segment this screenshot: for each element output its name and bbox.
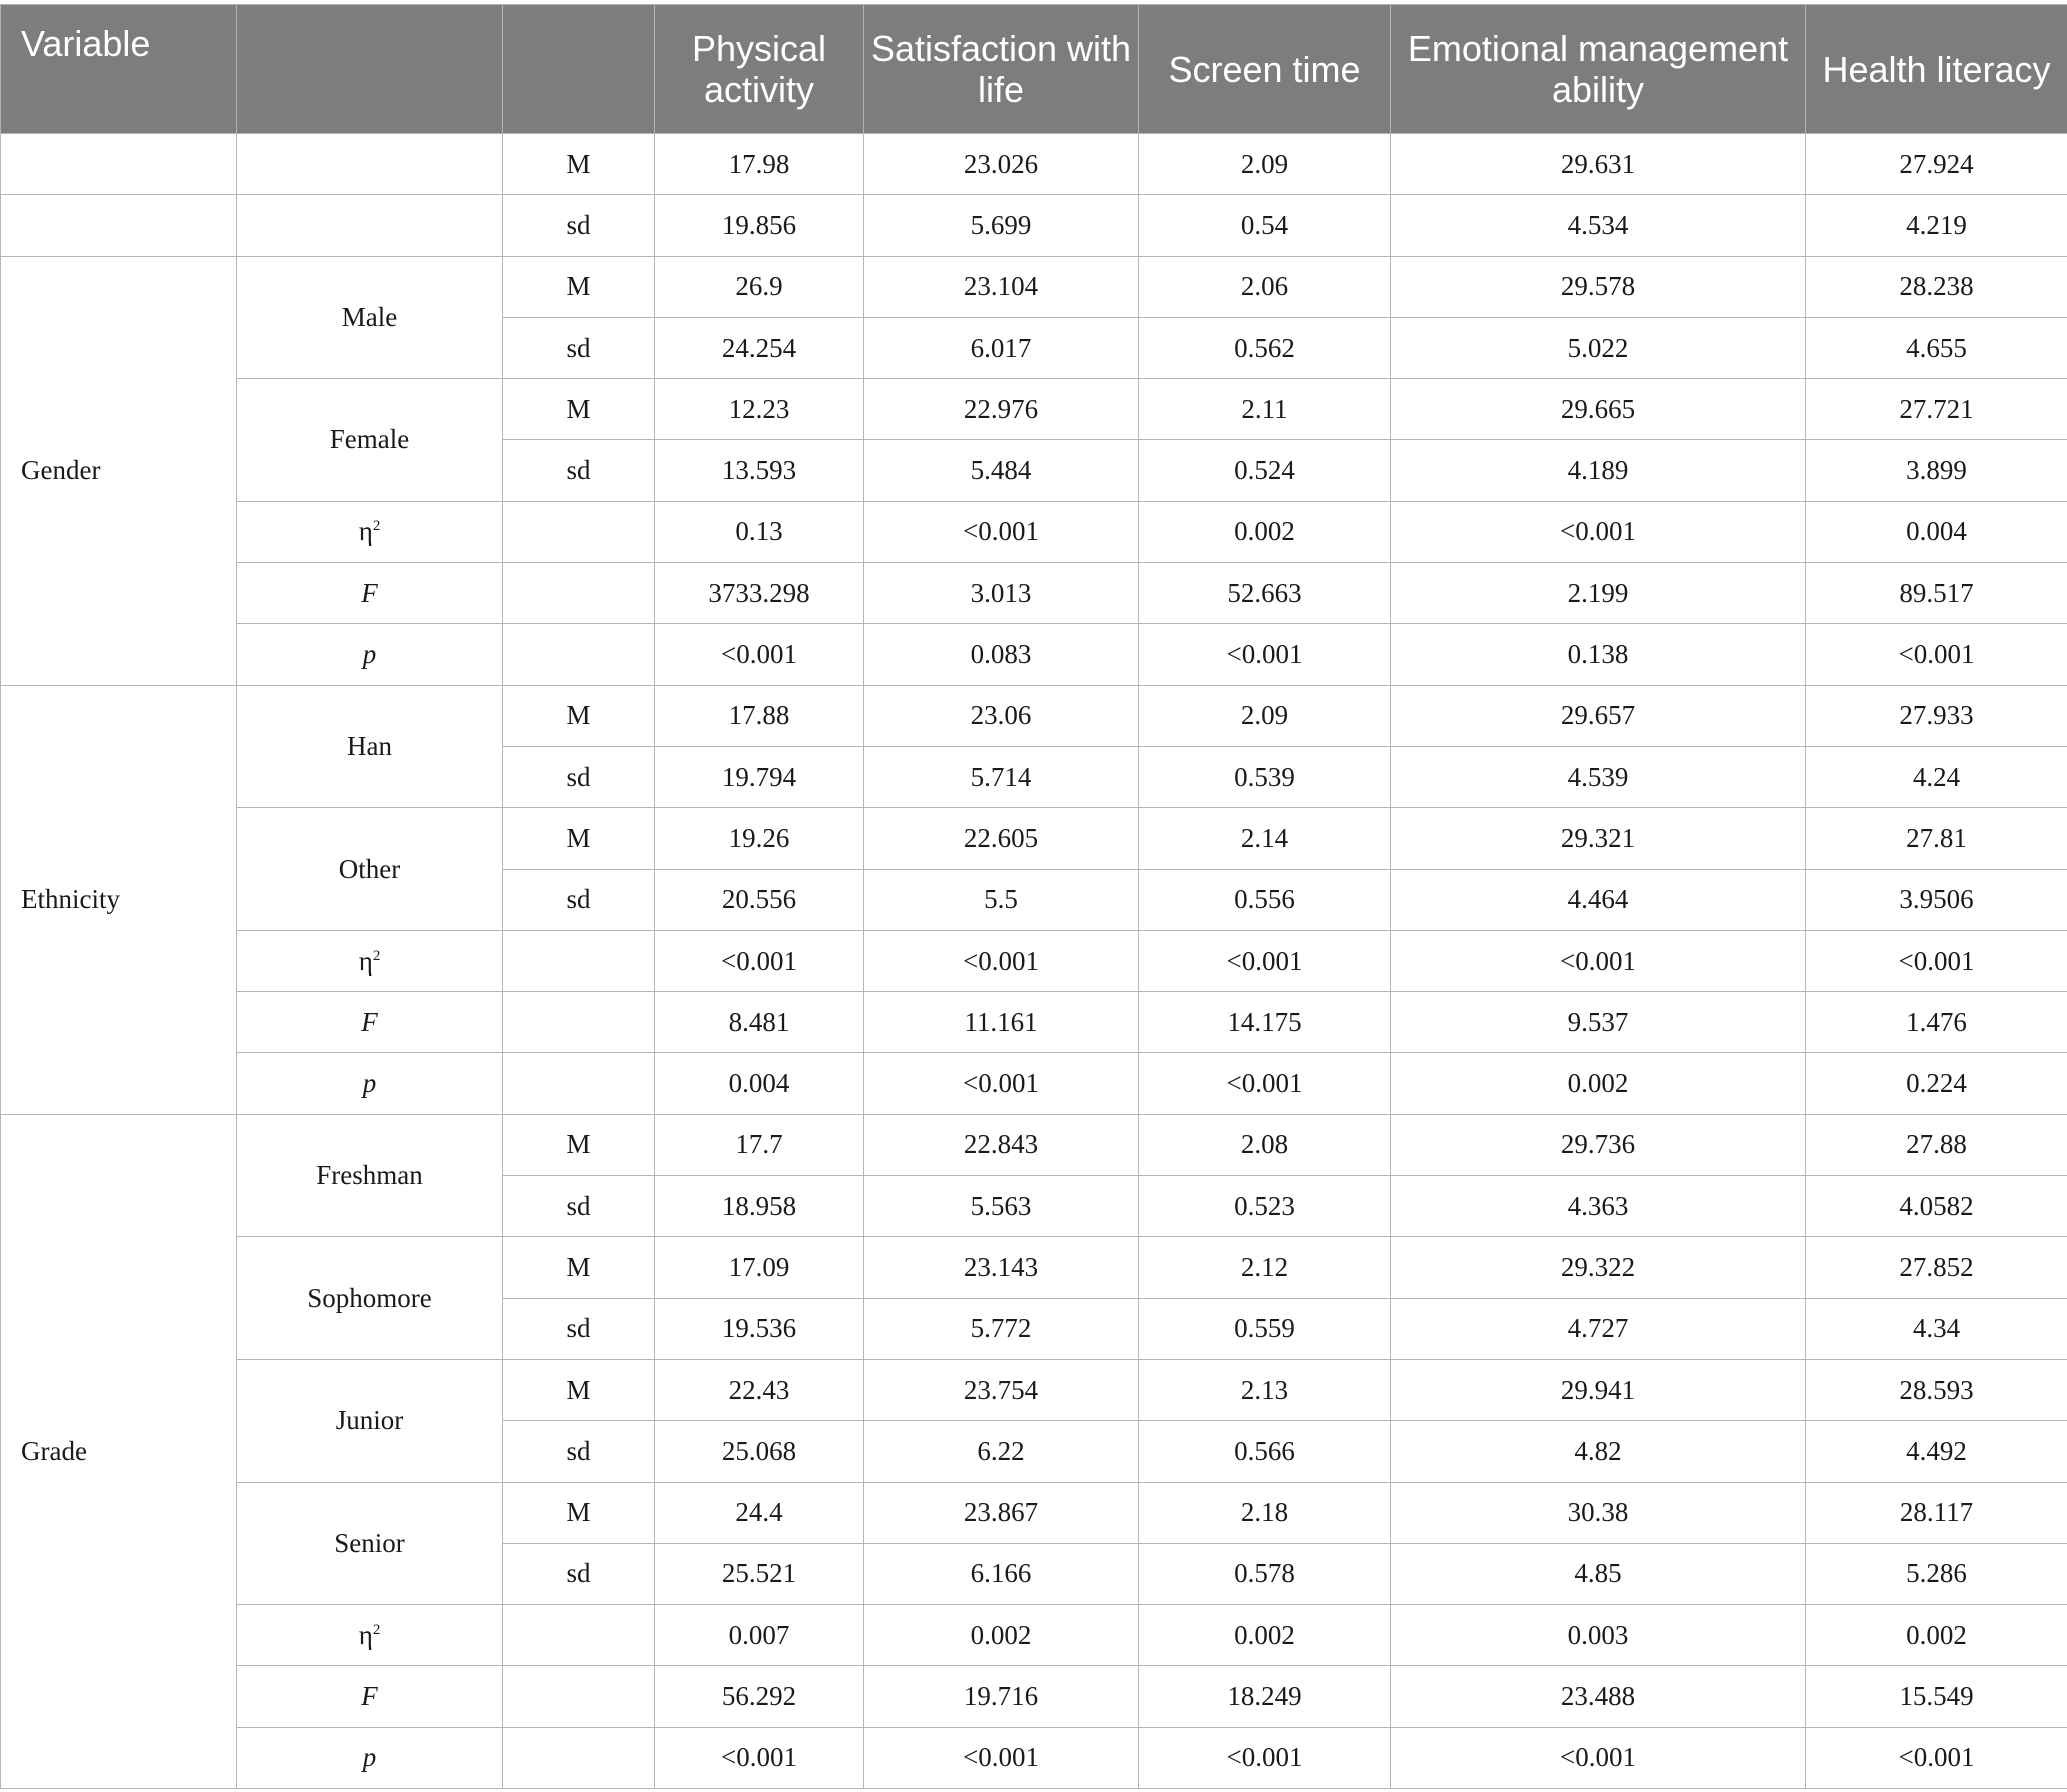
value-cell: 23.143 <box>864 1237 1139 1298</box>
stat-label: sd <box>503 195 655 256</box>
value-cell: <0.001 <box>864 1727 1139 1788</box>
value-cell: <0.001 <box>1391 930 1806 991</box>
value-cell: 25.521 <box>655 1543 864 1604</box>
value-cell: 2.199 <box>1391 563 1806 624</box>
stat-label: sd <box>503 317 655 378</box>
header-blank-2 <box>503 5 655 134</box>
value-cell: 28.593 <box>1806 1359 2067 1420</box>
table-row <box>1 256 2067 317</box>
p-value-row <box>1 624 2067 685</box>
value-cell: 29.322 <box>1391 1237 1806 1298</box>
value-cell: 5.563 <box>864 1176 1139 1237</box>
value-cell: 23.026 <box>864 134 1139 195</box>
value-cell: 12.23 <box>655 379 864 440</box>
stat-spacer <box>503 1605 655 1666</box>
value-cell: 27.721 <box>1806 379 2067 440</box>
value-cell: 5.714 <box>864 746 1139 807</box>
value-cell: 19.856 <box>655 195 864 256</box>
table-row <box>1 1359 2067 1420</box>
stat-label: sd <box>503 440 655 501</box>
value-cell: 17.98 <box>655 134 864 195</box>
subgroup-label: Female <box>237 379 503 502</box>
value-cell: 4.727 <box>1391 1298 1806 1359</box>
value-cell: 13.593 <box>655 440 864 501</box>
value-cell: 2.13 <box>1139 1359 1391 1420</box>
value-cell: 22.976 <box>864 379 1139 440</box>
stat-label-p: p <box>237 1053 503 1114</box>
value-cell: <0.001 <box>1391 501 1806 562</box>
value-cell: 17.09 <box>655 1237 864 1298</box>
value-cell: 29.941 <box>1391 1359 1806 1420</box>
value-cell: 27.924 <box>1806 134 2067 195</box>
value-cell: 0.138 <box>1391 624 1806 685</box>
value-cell: 29.578 <box>1391 256 1806 317</box>
value-cell: 14.175 <box>1139 992 1391 1053</box>
group-label: Gender <box>1 256 237 685</box>
value-cell: 56.292 <box>655 1666 864 1727</box>
overall-m-row <box>1 134 2067 195</box>
value-cell: 2.14 <box>1139 808 1391 869</box>
value-cell: 30.38 <box>1391 1482 1806 1543</box>
header-variable: Variable <box>1 5 237 134</box>
table-row <box>1 1237 2067 1298</box>
value-cell: 3.9506 <box>1806 869 2067 930</box>
header-satisfaction-with-life: Satisfaction with life <box>864 5 1139 134</box>
stat-label-eta-squared <box>237 501 503 562</box>
value-cell: 18.958 <box>655 1176 864 1237</box>
value-cell: 5.772 <box>864 1298 1139 1359</box>
stat-label: M <box>503 808 655 869</box>
value-cell: 27.933 <box>1806 685 2067 746</box>
value-cell: 23.488 <box>1391 1666 1806 1727</box>
value-cell: 29.631 <box>1391 134 1806 195</box>
value-cell: 28.238 <box>1806 256 2067 317</box>
eta-squared-row <box>1 501 2067 562</box>
value-cell: 27.81 <box>1806 808 2067 869</box>
value-cell: 4.534 <box>1391 195 1806 256</box>
value-cell: 4.0582 <box>1806 1176 2067 1237</box>
value-cell: 0.523 <box>1139 1176 1391 1237</box>
eta-squared-row <box>1 930 2067 991</box>
p-value-row <box>1 1727 2067 1788</box>
stat-label-f: F <box>237 992 503 1053</box>
value-cell: <0.001 <box>1139 930 1391 991</box>
value-cell: 52.663 <box>1139 563 1391 624</box>
value-cell: 2.11 <box>1139 379 1391 440</box>
value-cell: 28.117 <box>1806 1482 2067 1543</box>
value-cell: 5.022 <box>1391 317 1806 378</box>
value-cell: 4.492 <box>1806 1421 2067 1482</box>
subgroup-cell <box>237 195 503 256</box>
value-cell: 3733.298 <box>655 563 864 624</box>
value-cell: 24.254 <box>655 317 864 378</box>
value-cell: 17.88 <box>655 685 864 746</box>
stat-label: sd <box>503 1298 655 1359</box>
subgroup-label: Sophomore <box>237 1237 503 1360</box>
stat-spacer <box>503 1053 655 1114</box>
stat-label: M <box>503 256 655 317</box>
value-cell: <0.001 <box>1139 624 1391 685</box>
value-cell: 0.002 <box>1391 1053 1806 1114</box>
value-cell: 29.321 <box>1391 808 1806 869</box>
stat-spacer <box>503 501 655 562</box>
value-cell: 19.794 <box>655 746 864 807</box>
value-cell: 6.22 <box>864 1421 1139 1482</box>
stat-label: sd <box>503 869 655 930</box>
value-cell: 22.605 <box>864 808 1139 869</box>
value-cell: 0.559 <box>1139 1298 1391 1359</box>
value-cell: 5.484 <box>864 440 1139 501</box>
stat-label: sd <box>503 746 655 807</box>
table-row <box>1 1114 2067 1175</box>
value-cell: 6.017 <box>864 317 1139 378</box>
stat-label-f: F <box>237 1666 503 1727</box>
value-cell: <0.001 <box>655 930 864 991</box>
value-cell: 0.002 <box>1806 1605 2067 1666</box>
value-cell: 23.867 <box>864 1482 1139 1543</box>
value-cell: 29.736 <box>1391 1114 1806 1175</box>
value-cell: <0.001 <box>1139 1727 1391 1788</box>
table-header-row <box>1 5 2067 134</box>
table-row <box>1 808 2067 869</box>
value-cell: 8.481 <box>655 992 864 1053</box>
stat-label: sd <box>503 1176 655 1237</box>
subgroup-label: Male <box>237 256 503 379</box>
eta-superscript: 2 <box>372 947 381 964</box>
value-cell: <0.001 <box>1806 1727 2067 1788</box>
value-cell: 27.88 <box>1806 1114 2067 1175</box>
value-cell: 4.189 <box>1391 440 1806 501</box>
value-cell: 27.852 <box>1806 1237 2067 1298</box>
stat-label: M <box>503 1237 655 1298</box>
header-health-literacy: Health literacy <box>1806 5 2067 134</box>
subgroup-label: Senior <box>237 1482 503 1605</box>
subgroup-label: Freshman <box>237 1114 503 1237</box>
value-cell: <0.001 <box>1806 930 2067 991</box>
value-cell: 17.7 <box>655 1114 864 1175</box>
value-cell: 23.06 <box>864 685 1139 746</box>
value-cell: 2.09 <box>1139 134 1391 195</box>
value-cell: 0.13 <box>655 501 864 562</box>
value-cell: 1.476 <box>1806 992 2067 1053</box>
stat-spacer <box>503 992 655 1053</box>
value-cell: 0.007 <box>655 1605 864 1666</box>
value-cell: 4.655 <box>1806 317 2067 378</box>
value-cell: 0.556 <box>1139 869 1391 930</box>
stat-spacer <box>503 563 655 624</box>
value-cell: <0.001 <box>655 1727 864 1788</box>
p-value-row <box>1 1053 2067 1114</box>
f-statistic-row <box>1 1666 2067 1727</box>
stat-label-p: p <box>237 1727 503 1788</box>
subgroup-label: Junior <box>237 1359 503 1482</box>
value-cell: 15.549 <box>1806 1666 2067 1727</box>
value-cell: 3.013 <box>864 563 1139 624</box>
group-label: Ethnicity <box>1 685 237 1114</box>
stat-spacer <box>503 930 655 991</box>
value-cell: 4.219 <box>1806 195 2067 256</box>
stat-label: M <box>503 1359 655 1420</box>
value-cell: 4.85 <box>1391 1543 1806 1604</box>
stat-label: M <box>503 379 655 440</box>
value-cell: 4.24 <box>1806 746 2067 807</box>
value-cell: 4.363 <box>1391 1176 1806 1237</box>
value-cell: 18.249 <box>1139 1666 1391 1727</box>
value-cell: 0.003 <box>1391 1605 1806 1666</box>
value-cell: 0.224 <box>1806 1053 2067 1114</box>
group-label: Grade <box>1 1114 237 1788</box>
table-row <box>1 685 2067 746</box>
value-cell: 0.004 <box>1806 501 2067 562</box>
value-cell: 0.566 <box>1139 1421 1391 1482</box>
value-cell: 4.82 <box>1391 1421 1806 1482</box>
value-cell: 0.002 <box>1139 501 1391 562</box>
value-cell: <0.001 <box>864 930 1139 991</box>
eta-squared-row <box>1 1605 2067 1666</box>
subgroup-label: Han <box>237 685 503 808</box>
value-cell: 2.08 <box>1139 1114 1391 1175</box>
f-statistic-row <box>1 992 2067 1053</box>
value-cell: 26.9 <box>655 256 864 317</box>
value-cell: 0.004 <box>655 1053 864 1114</box>
value-cell: 5.5 <box>864 869 1139 930</box>
table-row <box>1 379 2067 440</box>
value-cell: 2.18 <box>1139 1482 1391 1543</box>
value-cell: 0.539 <box>1139 746 1391 807</box>
value-cell: 22.43 <box>655 1359 864 1420</box>
stat-label-p: p <box>237 624 503 685</box>
value-cell: <0.001 <box>1391 1727 1806 1788</box>
value-cell: 19.26 <box>655 808 864 869</box>
stat-label: M <box>503 134 655 195</box>
value-cell: 4.34 <box>1806 1298 2067 1359</box>
value-cell: 9.537 <box>1391 992 1806 1053</box>
stat-spacer <box>503 1666 655 1727</box>
value-cell: 0.562 <box>1139 317 1391 378</box>
variable-cell <box>1 134 237 195</box>
value-cell: <0.001 <box>1806 624 2067 685</box>
value-cell: 29.657 <box>1391 685 1806 746</box>
stat-label: M <box>503 1482 655 1543</box>
stat-label-eta-squared <box>237 930 503 991</box>
value-cell: 2.06 <box>1139 256 1391 317</box>
overall-sd-row <box>1 195 2067 256</box>
value-cell: 2.12 <box>1139 1237 1391 1298</box>
value-cell: 25.068 <box>655 1421 864 1482</box>
value-cell: <0.001 <box>655 624 864 685</box>
value-cell: 0.002 <box>864 1605 1139 1666</box>
value-cell: 24.4 <box>655 1482 864 1543</box>
stat-label-eta-squared <box>237 1605 503 1666</box>
value-cell: <0.001 <box>864 501 1139 562</box>
f-statistic-row <box>1 563 2067 624</box>
value-cell: 3.899 <box>1806 440 2067 501</box>
stat-label: M <box>503 1114 655 1175</box>
header-screen-time: Screen time <box>1139 5 1391 134</box>
stat-label: sd <box>503 1421 655 1482</box>
eta-superscript: 2 <box>372 518 381 535</box>
variable-cell <box>1 195 237 256</box>
value-cell: 4.539 <box>1391 746 1806 807</box>
value-cell: 89.517 <box>1806 563 2067 624</box>
value-cell: 5.286 <box>1806 1543 2067 1604</box>
stat-spacer <box>503 624 655 685</box>
eta-symbol: η <box>358 516 373 547</box>
value-cell: <0.001 <box>1139 1053 1391 1114</box>
descriptive-statistics-table <box>0 4 2067 1789</box>
value-cell: 5.699 <box>864 195 1139 256</box>
value-cell: 4.464 <box>1391 869 1806 930</box>
subgroup-cell <box>237 134 503 195</box>
stat-label-f: F <box>237 563 503 624</box>
header-physical-activity: Physical activity <box>655 5 864 134</box>
value-cell: 19.536 <box>655 1298 864 1359</box>
value-cell: 22.843 <box>864 1114 1139 1175</box>
eta-symbol: η <box>358 1619 373 1650</box>
value-cell: 23.104 <box>864 256 1139 317</box>
subgroup-label: Other <box>237 808 503 931</box>
value-cell: 11.161 <box>864 992 1139 1053</box>
value-cell: 6.166 <box>864 1543 1139 1604</box>
value-cell: 2.09 <box>1139 685 1391 746</box>
value-cell: <0.001 <box>864 1053 1139 1114</box>
value-cell: 19.716 <box>864 1666 1139 1727</box>
value-cell: 23.754 <box>864 1359 1139 1420</box>
value-cell: 0.578 <box>1139 1543 1391 1604</box>
value-cell: 0.002 <box>1139 1605 1391 1666</box>
value-cell: 0.083 <box>864 624 1139 685</box>
stat-label: M <box>503 685 655 746</box>
stat-spacer <box>503 1727 655 1788</box>
stat-label: sd <box>503 1543 655 1604</box>
value-cell: 29.665 <box>1391 379 1806 440</box>
eta-symbol: η <box>358 945 373 976</box>
value-cell: 0.524 <box>1139 440 1391 501</box>
header-emotional-management-ability: Emotional management ability <box>1391 5 1806 134</box>
value-cell: 0.54 <box>1139 195 1391 256</box>
table-row <box>1 1482 2067 1543</box>
value-cell: 20.556 <box>655 869 864 930</box>
eta-superscript: 2 <box>372 1621 381 1638</box>
header-blank-1 <box>237 5 503 134</box>
